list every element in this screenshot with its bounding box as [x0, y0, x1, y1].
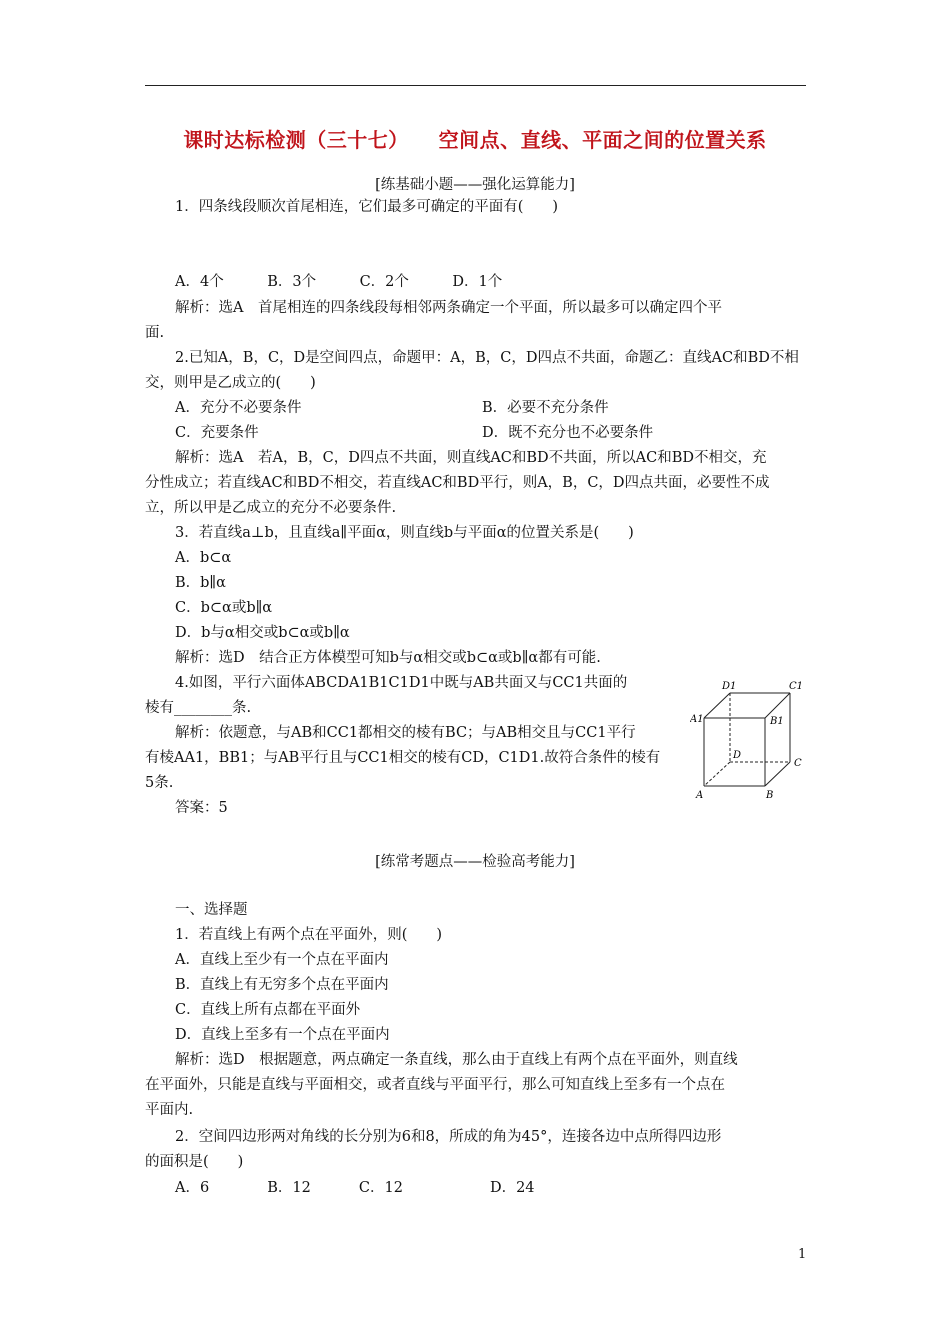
q2-option-d: D．既不充分也不必要条件	[482, 425, 654, 441]
edge-bc	[765, 762, 790, 786]
p1-option-d: D．直线上至多有一个点在平面内	[175, 1027, 390, 1043]
q2-option-b: B．必要不充分条件	[482, 400, 609, 416]
page-title: 课时达标检测（三十七） 空间点、直线、平面之间的位置关系	[183, 128, 767, 152]
p1-analysis-cont1: 在平面外，只能是直线与平面相交，或者直线与平面平行，那么可知直线上至多有一个点在	[145, 1077, 725, 1093]
q4-answer: 答案：5	[175, 800, 228, 816]
q3-stem: 3．若直线a⊥b，且直线a∥平面α，则直线b与平面α的位置关系是( )	[175, 525, 634, 541]
edge-b1c1	[765, 693, 790, 718]
section-heading-exam: [练常考题点——检验高考能力]	[375, 854, 575, 870]
q3-option-c: C．b⊂α或b∥α	[175, 600, 273, 616]
p1-option-a: A．直线上至少有一个点在平面内	[175, 952, 389, 968]
q1-options: A．4个 B．3个 C．2个 D．1个	[175, 274, 503, 290]
p1-option-c: C．直线上所有点都在平面外	[175, 1002, 361, 1018]
q1-analysis: 解析：选A 首尾相连的四条线段每相邻两条确定一个平面，所以最多可以确定四个平	[175, 300, 722, 316]
q3-analysis: 解析：选D 结合正方体模型可知b与α相交或b⊂α或b∥α都有可能.	[175, 650, 601, 666]
label-c: C	[794, 758, 802, 769]
label-a: A	[696, 790, 704, 800]
q3-option-d: D．b与α相交或b⊂α或b∥α	[175, 625, 350, 641]
q4-analysis: 解析：依题意，与AB和CC1都相交的棱有BC；与AB相交且与CC1平行	[175, 725, 636, 741]
label-c1: C1	[789, 681, 804, 692]
header-rule	[145, 85, 806, 86]
section-heading-basic: [练基础小题——强化运算能力]	[375, 177, 575, 193]
q3-option-b: B．b∥α	[175, 575, 226, 591]
q1-analysis-cont: 面.	[145, 325, 165, 341]
label-a1: A1	[690, 714, 704, 725]
q2-option-a: A．充分不必要条件	[175, 400, 302, 416]
q2-analysis: 解析：选A 若A，B，C，D四点不共面，则直线AC和BD不共面，所以AC和BD不相交，充	[175, 450, 767, 466]
page-number: 1	[798, 1247, 807, 1262]
p1-analysis: 解析：选D 根据题意，两点确定一条直线，那么由于直线上有两个点在平面外，则直线	[175, 1052, 738, 1068]
q4-stem-cont: 棱有________条.	[145, 700, 252, 716]
p2-options: A．6 B．12 C．12 D．24	[175, 1180, 535, 1196]
q1-stem: 1．四条线段顺次首尾相连，它们最多可确定的平面有( )	[175, 199, 559, 215]
q2-option-c: C．充要条件	[175, 425, 259, 441]
p1-stem: 1．若直线上有两个点在平面外，则( )	[175, 927, 443, 943]
q3-option-a: A．b⊂α	[175, 550, 232, 566]
q2-stem: 2.已知A，B，C，D是空间四点，命题甲：A，B，C，D四点不共面，命题乙：直线AC和BD不相	[175, 350, 799, 366]
p1-analysis-cont2: 平面内.	[145, 1102, 194, 1118]
p2-stem: 2．空间四边形两对角线的长分别为6和8，所成的角为45°，连接各边中点所得四边形	[175, 1129, 722, 1145]
label-d: D	[733, 750, 742, 761]
q4-analysis-cont2: 5条.	[145, 775, 174, 791]
label-b: B	[766, 790, 774, 800]
p2-stem-cont: 的面积是( )	[145, 1154, 244, 1170]
q2-analysis-cont2: 立，所以甲是乙成立的充分不必要条件.	[145, 500, 397, 516]
label-b1: B1	[770, 716, 784, 727]
parallelepiped-figure	[690, 678, 810, 800]
label-d1: D1	[722, 681, 737, 692]
q4-analysis-cont1: 有棱AA1，BB1；与AB平行且与CC1相交的棱有CD，C1D1.故符合条件的棱有	[145, 750, 661, 766]
q2-analysis-cont1: 分性成立；若直线AC和BD不相交，若直线AC和BD平行，则A，B，C，D四点共面，必要性不成	[145, 475, 770, 491]
part-heading: 一、选择题	[175, 902, 248, 918]
q4-stem: 4.如图，平行六面体ABCDA1B1C1D1中既与AB共面又与CC1共面的	[175, 675, 628, 691]
edge-a1d1	[704, 693, 730, 718]
p1-option-b: B．直线上有无穷多个点在平面内	[175, 977, 389, 993]
q2-stem-cont: 交，则甲是乙成立的( )	[145, 375, 316, 391]
edge-da	[704, 762, 730, 786]
